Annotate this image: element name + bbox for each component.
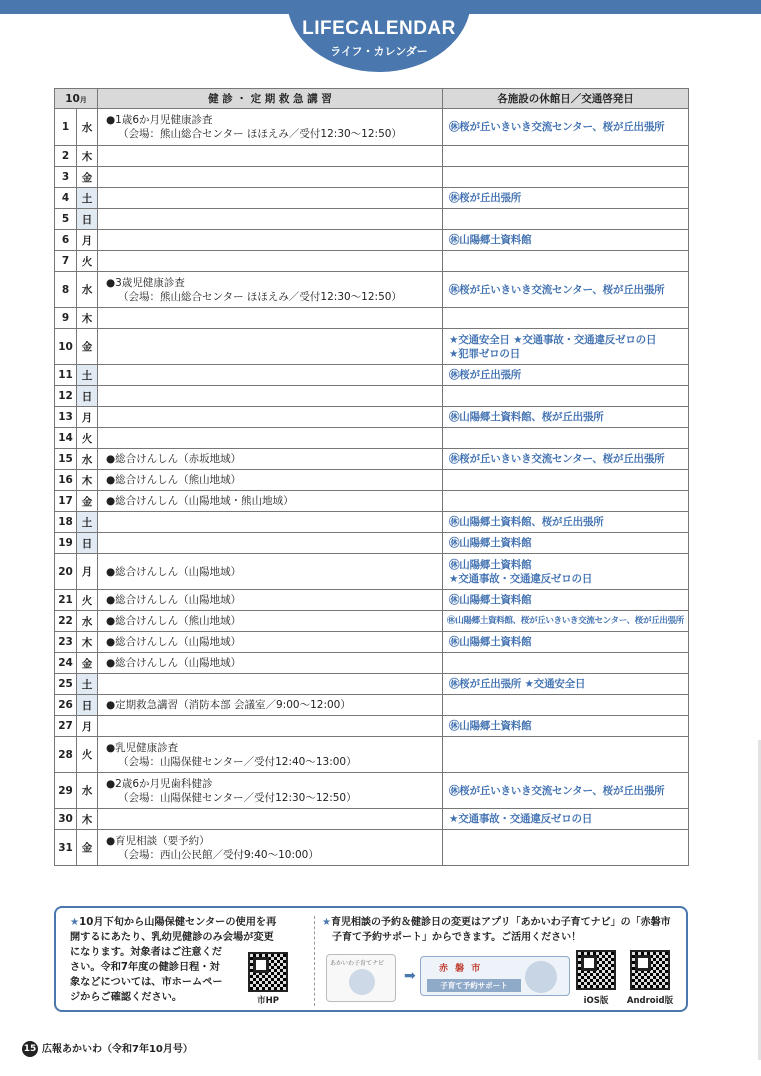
event-cell — [98, 167, 443, 188]
table-row — [55, 146, 689, 167]
badge-title: LIFECALENDAR — [302, 18, 456, 39]
event-title: ●乳児健康診査 — [106, 741, 179, 754]
event-title: ●総合けんしん（山陽地域） — [106, 565, 242, 578]
event-cell — [98, 230, 443, 251]
event-cell — [98, 308, 443, 329]
badge-subtitle: ライフ・カレンダー — [330, 45, 428, 58]
facility-line-1: ㊡山陽郷土資料館、桜が丘出張所 — [449, 411, 604, 423]
facility-cell — [443, 308, 689, 329]
day-number: 29 — [55, 773, 77, 809]
facility-cell — [443, 830, 689, 866]
facilities-header: 各施設の休館日／交通啓発日 — [443, 89, 689, 109]
weekday: 金 — [77, 329, 98, 365]
event-cell — [98, 533, 443, 554]
weekday: 月 — [77, 554, 98, 590]
facility-line-1: ㊡桜が丘出張所 — [449, 369, 522, 381]
table-row — [55, 407, 689, 428]
table-row — [55, 428, 689, 449]
facility-line-1: ㊡桜が丘出張所 — [449, 192, 522, 204]
notice-left-line-6: ジからご確認ください。 — [70, 992, 183, 1003]
table-row — [55, 365, 689, 386]
day-number: 15 — [55, 449, 77, 470]
event-cell — [98, 632, 443, 653]
notice-left-line-1: 10月下旬から山陽保健センターの使用を再 — [79, 917, 277, 928]
table-row — [55, 386, 689, 407]
weekday: 木 — [77, 632, 98, 653]
facility-line-2: ★交通事故・交通違反ゼロの日 — [449, 572, 593, 585]
day-number: 3 — [55, 167, 77, 188]
facility-cell — [443, 590, 689, 611]
table-row — [55, 470, 689, 491]
day-number: 10 — [55, 329, 77, 365]
facility-cell — [443, 809, 689, 830]
facility-cell — [443, 611, 689, 632]
event-cell — [98, 449, 443, 470]
weekday: 水 — [77, 611, 98, 632]
table-row — [55, 230, 689, 251]
facility-cell — [443, 407, 689, 428]
event-title: ●総合けんしん（熊山地域） — [106, 474, 242, 486]
weekday: 金 — [77, 167, 98, 188]
facility-cell — [443, 251, 689, 272]
weekday: 日 — [77, 386, 98, 407]
facility-cell — [443, 674, 689, 695]
weekday: 土 — [77, 512, 98, 533]
table-row — [55, 209, 689, 230]
event-cell — [98, 590, 443, 611]
weekday: 金 — [77, 830, 98, 866]
table-row — [55, 590, 689, 611]
event-cell — [98, 407, 443, 428]
event-cell — [98, 512, 443, 533]
day-number: 26 — [55, 695, 77, 716]
day-number: 23 — [55, 632, 77, 653]
notice-right — [322, 915, 682, 945]
facility-cell — [443, 491, 689, 512]
android-qr-code[interactable] — [630, 950, 670, 990]
event-cell — [98, 109, 443, 146]
event-detail: （会場：西山公民館／受付9:40～10:00） — [118, 848, 319, 861]
day-number: 7 — [55, 251, 77, 272]
day-number: 6 — [55, 230, 77, 251]
event-detail: （会場：山陽保健センター／受付12:30～12:50） — [118, 791, 357, 804]
calendar-table — [54, 88, 689, 866]
event-detail: （会場：熊山総合センター ほほえみ／受付12:30～12:50） — [118, 290, 402, 303]
app-screenshot — [326, 954, 396, 1002]
facility-line-1: ㊡山陽郷土資料館 — [449, 537, 532, 549]
app-small-title: あかいわ子育てナビ — [330, 960, 385, 967]
weekday: 火 — [77, 251, 98, 272]
table-header-row — [55, 89, 689, 109]
weekday: 木 — [77, 308, 98, 329]
event-cell — [98, 146, 443, 167]
facility-cell — [443, 209, 689, 230]
facility-line-1: ㊡山陽郷土資料館、桜が丘いきいき交流センター、桜が丘出張所 — [447, 616, 684, 626]
event-title: ●総合けんしん（熊山地域） — [106, 615, 242, 627]
event-cell — [98, 470, 443, 491]
facility-line-1: ㊡山陽郷土資料館、桜が丘出張所 — [449, 516, 604, 528]
event-cell — [98, 830, 443, 866]
event-cell — [98, 716, 443, 737]
day-number: 9 — [55, 308, 77, 329]
event-title: ●総合けんしん（山陽地域） — [106, 594, 242, 606]
events-header: 健 診 ・ 定 期 救 急 講 習 — [98, 89, 443, 109]
weekday: 火 — [77, 590, 98, 611]
life-calendar-badge — [287, 0, 471, 72]
banner-app-name: 子育て予約サポート — [427, 979, 521, 992]
facility-cell — [443, 533, 689, 554]
facility-cell — [443, 272, 689, 308]
facility-cell — [443, 109, 689, 146]
day-number: 22 — [55, 611, 77, 632]
event-cell — [98, 272, 443, 308]
table-row — [55, 611, 689, 632]
facility-cell — [443, 188, 689, 209]
notice-left-line-2: 開するにあたり、乳幼児健診のみ会場が変更 — [70, 932, 274, 943]
event-cell — [98, 428, 443, 449]
day-number: 8 — [55, 272, 77, 308]
table-row — [55, 773, 689, 809]
facility-line-1: ㊡桜が丘いきいき交流センター、桜が丘出張所 — [449, 283, 665, 296]
event-cell — [98, 329, 443, 365]
table-row — [55, 167, 689, 188]
table-row — [55, 674, 689, 695]
facility-line-1: ㊡桜が丘いきいき交流センター、桜が丘出張所 — [449, 121, 665, 133]
table-row — [55, 533, 689, 554]
weekday: 水 — [77, 773, 98, 809]
event-cell — [98, 773, 443, 809]
day-number: 14 — [55, 428, 77, 449]
facility-line-1: ㊡桜が丘いきいき交流センター、桜が丘出張所 — [449, 784, 665, 797]
notice-divider — [314, 916, 315, 1006]
day-number: 12 — [55, 386, 77, 407]
table-row — [55, 830, 689, 866]
event-title: ●総合けんしん（山陽地域） — [106, 657, 242, 669]
weekday: 木 — [77, 809, 98, 830]
day-number: 31 — [55, 830, 77, 866]
day-number: 21 — [55, 590, 77, 611]
notice-left-line-4: さい。令和7年度の健診日程・対 — [70, 962, 220, 973]
day-number: 4 — [55, 188, 77, 209]
day-number: 20 — [55, 554, 77, 590]
event-title: ●育児相談（要予約） — [106, 834, 210, 847]
weekday: 水 — [77, 449, 98, 470]
notice-right-line-2: 子育て予約サポート」からできます。ご活用ください！ — [332, 932, 582, 943]
reservation-app-banner — [420, 956, 570, 996]
weekday: 月 — [77, 716, 98, 737]
weekday: 月 — [77, 230, 98, 251]
event-title: ●1歳6か月児健康診査 — [106, 114, 213, 126]
day-number: 17 — [55, 491, 77, 512]
event-title: ●総合けんしん（山陽地域） — [106, 636, 242, 648]
facility-cell — [443, 554, 689, 590]
table-row — [55, 329, 689, 365]
weekday: 日 — [77, 209, 98, 230]
facility-line-1: ★交通安全日 ★交通事故・交通違反ゼロの日 — [449, 333, 657, 346]
day-number: 24 — [55, 653, 77, 674]
day-number: 1 — [55, 109, 77, 146]
facility-cell — [443, 428, 689, 449]
event-cell — [98, 674, 443, 695]
event-cell — [98, 209, 443, 230]
table-row — [55, 188, 689, 209]
table-row — [55, 251, 689, 272]
notice-box — [54, 906, 688, 1012]
weekday: 日 — [77, 533, 98, 554]
day-number: 27 — [55, 716, 77, 737]
day-number: 30 — [55, 809, 77, 830]
facility-line-1: ★交通事故・交通違反ゼロの日 — [449, 813, 593, 825]
facility-line-1: ㊡山陽郷土資料館 — [449, 234, 532, 246]
star-icon: ★ — [322, 917, 331, 928]
weekday: 土 — [77, 188, 98, 209]
event-cell — [98, 365, 443, 386]
event-cell — [98, 653, 443, 674]
table-row — [55, 491, 689, 512]
facility-cell — [443, 230, 689, 251]
day-number: 5 — [55, 209, 77, 230]
table-row — [55, 737, 689, 773]
facility-cell — [443, 695, 689, 716]
facility-line-1: ㊡山陽郷土資料館 — [449, 720, 532, 732]
event-cell — [98, 188, 443, 209]
weekday: 金 — [77, 653, 98, 674]
event-detail: （会場：熊山総合センター ほほえみ／受付12:30～12:50） — [118, 128, 402, 140]
publication-name: 広報あかいわ（令和7年10月号） — [42, 1044, 193, 1055]
event-cell — [98, 611, 443, 632]
mascot-icon — [349, 969, 375, 995]
facility-cell — [443, 512, 689, 533]
event-cell — [98, 491, 443, 512]
event-cell — [98, 695, 443, 716]
weekday: 火 — [77, 737, 98, 773]
city-hp-qr-code[interactable] — [248, 952, 288, 992]
weekday: 月 — [77, 407, 98, 428]
page-footer — [22, 1040, 193, 1057]
notice-right-line-1: 育児相談の予約＆健診日の変更はアプリ「あかいわ子育てナビ」の「赤磐市 — [330, 917, 671, 928]
month-label: 10 — [65, 92, 80, 105]
month-unit: 月 — [79, 95, 87, 104]
event-cell — [98, 809, 443, 830]
facility-cell — [443, 146, 689, 167]
event-cell — [98, 737, 443, 773]
day-number: 2 — [55, 146, 77, 167]
notice-left-line-3: になります。対象者はご注意くだ — [70, 947, 222, 958]
table-row — [55, 809, 689, 830]
weekday: 日 — [77, 695, 98, 716]
table-row — [55, 695, 689, 716]
event-title: ●3歳児健康診査 — [106, 276, 185, 289]
facility-cell — [443, 632, 689, 653]
calendar-body — [55, 109, 689, 866]
facility-line-2: ★犯罪ゼロの日 — [449, 347, 521, 360]
facility-cell — [443, 449, 689, 470]
facility-line-1: ㊡山陽郷土資料館 — [449, 558, 532, 571]
weekday: 木 — [77, 146, 98, 167]
facility-cell — [443, 716, 689, 737]
facility-line-1: ㊡桜が丘出張所 ★交通安全日 — [449, 678, 586, 690]
facility-cell — [443, 737, 689, 773]
weekday: 金 — [77, 491, 98, 512]
table-row — [55, 512, 689, 533]
banner-city-name: 赤 磐 市 — [439, 964, 483, 974]
day-number: 16 — [55, 470, 77, 491]
table-row — [55, 308, 689, 329]
page-number: 15 — [22, 1041, 38, 1057]
weekday: 水 — [77, 272, 98, 308]
table-row — [55, 716, 689, 737]
table-row — [55, 272, 689, 308]
table-row — [55, 449, 689, 470]
day-number: 13 — [55, 407, 77, 428]
day-number: 19 — [55, 533, 77, 554]
star-icon: ★ — [70, 917, 80, 928]
table-row — [55, 653, 689, 674]
table-row — [55, 109, 689, 146]
facility-cell — [443, 386, 689, 407]
day-number: 18 — [55, 512, 77, 533]
facility-cell — [443, 470, 689, 491]
ios-qr-code[interactable] — [576, 950, 616, 990]
notice-left-line-5: 象などについては、市ホームペー — [70, 977, 223, 988]
facility-line-1: ㊡桜が丘いきいき交流センター、桜が丘出張所 — [449, 453, 665, 465]
facility-cell — [443, 167, 689, 188]
event-title: ●定期救急講習（消防本部 会議室／9:00～12:00） — [106, 699, 351, 711]
facility-cell — [443, 329, 689, 365]
arrow-right-icon: ➡ — [404, 968, 416, 984]
weekday: 土 — [77, 365, 98, 386]
event-cell — [98, 554, 443, 590]
event-cell — [98, 386, 443, 407]
ios-qr-label: iOS版 — [583, 996, 609, 1006]
month-header — [55, 89, 98, 109]
city-hp-qr-label: 市HP — [257, 996, 279, 1006]
event-detail: （会場：山陽保健センター／受付12:40～13:00） — [118, 755, 357, 768]
facility-line-1: ㊡山陽郷土資料館 — [449, 594, 532, 606]
mascot-icon — [525, 961, 557, 993]
facility-cell — [443, 365, 689, 386]
day-number: 11 — [55, 365, 77, 386]
facility-line-1: ㊡山陽郷土資料館 — [449, 636, 532, 648]
weekday: 土 — [77, 674, 98, 695]
weekday: 水 — [77, 109, 98, 146]
event-title: ●総合けんしん（赤坂地域） — [106, 453, 242, 465]
facility-cell — [443, 653, 689, 674]
event-title: ●2歳6か月児歯科健診 — [106, 777, 213, 790]
event-title: ●総合けんしん（山陽地域・熊山地域） — [106, 495, 294, 507]
event-cell — [98, 251, 443, 272]
weekday: 火 — [77, 428, 98, 449]
weekday: 木 — [77, 470, 98, 491]
table-row — [55, 554, 689, 590]
table-row — [55, 632, 689, 653]
android-qr-label: Android版 — [626, 996, 674, 1006]
day-number: 28 — [55, 737, 77, 773]
day-number: 25 — [55, 674, 77, 695]
facility-cell — [443, 773, 689, 809]
